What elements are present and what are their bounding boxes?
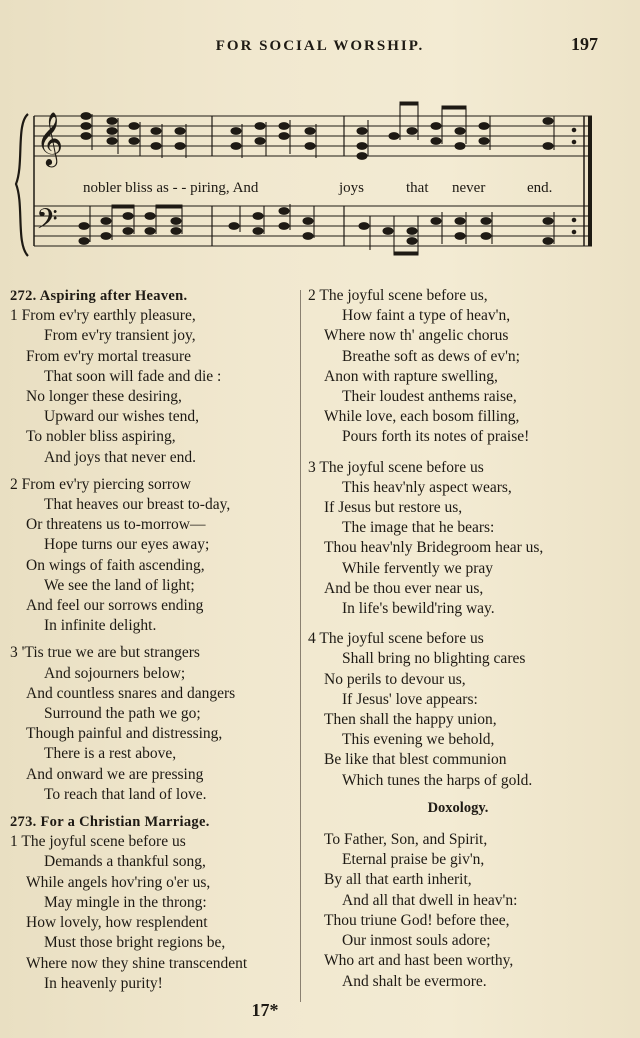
- verse-line: While love, each bosom filling,: [324, 408, 520, 426]
- verse-line: 3 'Tis true we are but strangers: [10, 644, 200, 662]
- verse-line: No longer these desiring,: [26, 388, 182, 406]
- verse-line: How faint a type of heav'n,: [342, 307, 511, 325]
- verse-line: Their loudest anthems raise,: [342, 388, 517, 406]
- verse-line: The image that he bears:: [342, 519, 495, 537]
- verse-line: Pours forth its notes of praise!: [342, 428, 530, 446]
- verse-line: And sojourners below;: [44, 664, 186, 682]
- verse-line: Hope turns our eyes away;: [44, 536, 210, 554]
- verse-line: From ev'ry mortal treasure: [26, 347, 192, 365]
- verse-line: May mingle in the throng:: [44, 893, 207, 911]
- verse: [308, 629, 608, 791]
- verse-line: From ev'ry transient joy,: [44, 327, 196, 345]
- verse: [10, 475, 302, 637]
- verse-line: 2 From ev'ry piercing sorrow: [10, 475, 192, 493]
- verse-line: Though painful and distressing,: [26, 725, 223, 743]
- lyric-segment: that: [406, 180, 429, 196]
- verse-line: And be thou ever near us,: [324, 579, 484, 597]
- verse-line: On wings of faith ascending,: [26, 556, 205, 574]
- verse-line: How lovely, how resplendent: [26, 914, 208, 932]
- verse-line: And joys that never end.: [44, 448, 196, 466]
- hymn-heading: 272. Aspiring after Heaven.: [10, 288, 188, 304]
- treble-clef-icon: 𝄞: [36, 111, 64, 165]
- verse-line: To reach that land of love.: [44, 785, 207, 803]
- verse-line: While angels hov'ring o'er us,: [26, 873, 211, 891]
- verse-line: By all that earth inherit,: [324, 871, 472, 889]
- verse-line: Who art and hast been worthy,: [324, 952, 514, 970]
- verse-line: This evening we behold,: [342, 731, 495, 749]
- verse-line: That soon will fade and die :: [44, 367, 222, 385]
- verse-line: And all that dwell in heav'n:: [342, 891, 518, 909]
- verse-line: Must those bright regions be,: [44, 934, 226, 952]
- verse-line: And shalt be evermore.: [342, 972, 487, 990]
- signature-mark: 17*: [251, 1000, 279, 1020]
- verse: [308, 286, 608, 448]
- lyric-segment: never: [452, 180, 486, 196]
- page-number: 197: [571, 34, 598, 54]
- running-header: FOR SOCIAL WORSHIP.: [215, 38, 425, 54]
- bass-staff: [34, 206, 592, 246]
- verse-line: 1 From ev'ry earthly pleasure,: [10, 307, 196, 325]
- verse-line: To Father, Son, and Spirit,: [324, 831, 488, 849]
- verse-line: Which tunes the harps of gold.: [342, 771, 533, 789]
- bass-clef-icon: 𝄢: [36, 203, 58, 243]
- verse-line: Breathe soft as dews of ev'n;: [342, 347, 520, 365]
- verse-line: Be like that blest communion: [324, 751, 507, 769]
- verse: [308, 458, 608, 620]
- verse-line: Where now they shine transcendent: [26, 954, 248, 972]
- left-column: [10, 286, 302, 1001]
- verse-line: Thou heav'nly Bridegroom hear us,: [324, 539, 544, 557]
- verse-line: While fervently we pray: [342, 559, 494, 577]
- verse-line: And countless snares and dangers: [26, 684, 236, 702]
- verse-line: There is a rest above,: [44, 745, 177, 763]
- verse-line: Eternal praise be giv'n,: [342, 851, 485, 869]
- verse-line: 3 The joyful scene before us: [308, 458, 484, 476]
- verse-line: Or threatens us to-morrow—: [26, 516, 206, 534]
- verse-line: 1 The joyful scene before us: [10, 833, 186, 851]
- verse-line: In life's bewild'ring way.: [342, 600, 495, 618]
- verse-line: No perils to devour us,: [324, 670, 466, 688]
- verse-line: In heavenly purity!: [44, 974, 163, 992]
- doxology-verse: [308, 830, 608, 992]
- treble-notes: [81, 102, 576, 159]
- verse-line: Then shall the happy union,: [324, 711, 497, 729]
- verse-line: If Jesus but restore us,: [324, 499, 463, 517]
- verse-line: Where now th' angelic chorus: [324, 327, 509, 345]
- verse-line: Surround the path we go;: [44, 705, 201, 723]
- verse: [10, 832, 302, 994]
- verse: [10, 643, 302, 805]
- verse-line: Shall bring no blighting cares: [342, 650, 526, 668]
- verse-line: We see the land of light;: [44, 576, 195, 594]
- verse-line: If Jesus' love appears:: [342, 690, 478, 708]
- verse-line: 2 The joyful scene before us,: [308, 287, 488, 304]
- verse-line: Upward our wishes tend,: [44, 408, 199, 426]
- right-column: [308, 286, 608, 999]
- verse-line: And onward we are pressing: [26, 765, 204, 783]
- music-lyrics: [0, 180, 600, 200]
- bass-notes: [79, 204, 576, 255]
- verse-line: In infinite delight.: [44, 617, 157, 635]
- verse-line: This heav'nly aspect wears,: [342, 478, 512, 496]
- verse-line: 4 The joyful scene before us: [308, 630, 484, 648]
- lyric-segment: nobler bliss as - - piring, And: [83, 180, 259, 196]
- doxology-heading: Doxology.: [427, 799, 489, 816]
- hymn-heading: 273. For a Christian Marriage.: [10, 814, 210, 831]
- verse: [10, 306, 302, 468]
- lyric-segment: joys: [339, 180, 365, 196]
- verse-line: To nobler bliss aspiring,: [26, 428, 176, 446]
- lyric-segment: end.: [527, 180, 553, 196]
- verse-line: Thou triune God! before thee,: [324, 911, 510, 929]
- verse-line: And feel our sorrows ending: [26, 597, 204, 615]
- verse-line: Anon with rapture swelling,: [324, 367, 498, 385]
- verse-line: That heaves our breast to-day,: [44, 496, 231, 514]
- verse-line: Demands a thankful song,: [44, 853, 206, 871]
- verse-line: Our inmost souls adore;: [342, 932, 491, 950]
